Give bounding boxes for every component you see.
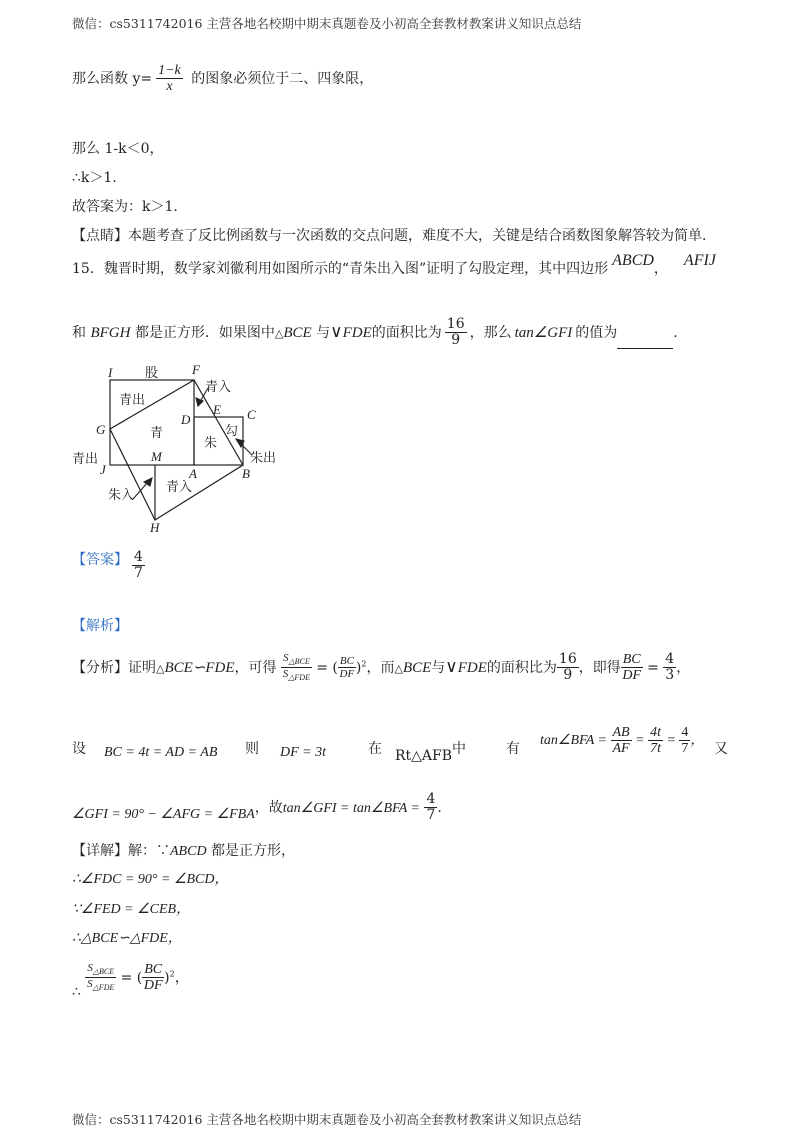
text: ，而 (366, 659, 395, 676)
denominator: 7 (681, 741, 689, 757)
text: 与 (431, 659, 446, 676)
numerator: 4 (665, 651, 675, 667)
square-bfgh: BFGH (90, 324, 131, 341)
answer-label: 【答案】 (72, 551, 128, 568)
text: 和 (72, 324, 86, 341)
square-afij: AFIJ (683, 252, 716, 269)
set-you2: 又 (714, 741, 728, 757)
tan-bfa: tan∠BFA = (540, 733, 607, 749)
analysis-line (72, 652, 690, 684)
numerator: 4t (650, 725, 661, 740)
value-fraction (679, 725, 690, 757)
set-zai: 在 (368, 741, 382, 757)
label-qingchu-top: 青出 (119, 393, 146, 408)
point-g: G (96, 422, 106, 437)
point-m: M (151, 449, 162, 464)
function-line (72, 63, 373, 95)
area-ratio (85, 962, 116, 993)
set-you: 有 (506, 741, 520, 757)
set-eq1: BC = 4t = AD = AB (104, 745, 218, 760)
sub: △BCE (92, 967, 115, 977)
jiexi-label: 【解析】 (72, 618, 128, 634)
equals: = ( (311, 659, 338, 676)
text: 的值为 (575, 324, 618, 341)
equals: = (642, 659, 664, 676)
question-15-line1 (72, 252, 716, 278)
point-a: A (189, 466, 197, 481)
square-abcd: ABCD (170, 844, 207, 859)
label-zhu: 朱 (204, 436, 218, 451)
detail-line-1 (72, 840, 295, 860)
text: 【详解】解：∵ (72, 843, 170, 859)
side-ratio (142, 962, 164, 994)
set-eq2: DF = 3t (280, 745, 326, 760)
triangle-symbol: △ (394, 661, 403, 675)
triangle-bce: BCE (402, 659, 432, 676)
answer-line (72, 550, 145, 582)
denominator: 7t (650, 741, 661, 757)
denominator: DF (339, 668, 355, 681)
text: . (673, 324, 678, 341)
similarity: BCE∽FDE (164, 659, 235, 676)
set-rt (395, 741, 467, 765)
side-ratio (338, 655, 356, 680)
label-qing: 青 (150, 426, 164, 441)
denominator: DF (143, 978, 163, 994)
label-gu: 股 (145, 366, 159, 381)
therefore: ∴ (72, 983, 81, 1000)
denominator: 9 (451, 332, 461, 349)
question-text: 15．魏晋时期，数学家刘徽利用如图所示的“青朱出入图”证明了勾股定理，其中四边形 (72, 261, 609, 277)
text: 与 (311, 324, 331, 341)
text: . (437, 799, 442, 816)
denominator: 7 (134, 565, 143, 582)
point-h: H (150, 520, 160, 535)
numerator: BC (622, 652, 641, 667)
s: S (87, 962, 93, 975)
triangle-bce: BCE (283, 324, 312, 341)
denominator: 3 (665, 667, 675, 684)
point-b: B (242, 466, 250, 481)
tan-eq: tan∠GFI = tan∠BFA = (282, 800, 420, 816)
answer-blank (617, 336, 673, 349)
line-conclusion: ∴k＞1. (72, 170, 117, 186)
tan-gfi: tan∠GFI (514, 324, 573, 341)
t-fraction (648, 725, 663, 757)
s: S (282, 652, 289, 665)
numerator: AB (612, 725, 630, 740)
text: 【分析】证明 (72, 659, 156, 676)
line-answer: 故答案为：k＞1. (72, 199, 178, 215)
ratio-fraction (557, 652, 579, 684)
answer-fraction (132, 550, 145, 582)
numerator: 4 (426, 791, 436, 807)
label-qingchu-left: 青出 (72, 452, 99, 467)
question-15-line2 (72, 317, 678, 349)
angle-eq: ∠GFI = 90° − ∠AFG = ∠FBA (72, 806, 255, 822)
text: ，即得 (578, 659, 621, 676)
line-dianjing: 【点睛】本题考查了反比例函数与一次函数的交点问题，难度不大，关键是结合函数图象解答较为简单. (72, 228, 707, 244)
line-condition: 那么 1-k＜0， (72, 141, 164, 157)
triangle-symbol: △ (156, 661, 165, 675)
denominator (85, 978, 116, 993)
label-gou: 勾 (225, 424, 239, 439)
numerator (85, 962, 116, 978)
label-zhuru: 朱入 (108, 488, 135, 503)
label-qingru-top: 青入 (205, 380, 232, 395)
numerator (281, 652, 312, 668)
numerator: 4 (681, 725, 689, 740)
point-e: E (213, 402, 221, 417)
area-ratio (281, 652, 312, 683)
triangle-fde: FDE (342, 324, 372, 341)
bc-df-fraction (621, 652, 643, 684)
numerator: 16 (446, 316, 465, 332)
close-paren: )$^2$ (164, 969, 175, 986)
s: S (87, 978, 93, 991)
text: ，可得 (234, 659, 277, 676)
sub: △FDE (92, 983, 115, 993)
numerator: 16 (558, 651, 577, 667)
comma: ， (653, 261, 668, 277)
point-i: I (108, 365, 113, 380)
label-zhuchu: 朱出 (250, 451, 277, 466)
numerator: BC (144, 962, 163, 977)
rt-triangle: Rt△AFB (395, 748, 453, 764)
denominator (281, 668, 312, 683)
point-c: C (247, 407, 256, 422)
set-line-she: 设 (72, 741, 86, 757)
set-ze: 则 (245, 741, 259, 757)
set-tan-bfa: tan∠BFA = $\frac{AB}{AF}$ = $\frac{4t}{7t}$ = $\frac{4}{7}$ ， (540, 725, 705, 757)
s: S (282, 668, 289, 681)
text: 的面积比为 (486, 659, 557, 676)
footer-watermark: 微信：cs5311742016 主营各地名校期中期末真题卷及小初高全套教材教案讲义知识点总结 (72, 1112, 582, 1127)
qingzhu-diagram (60, 360, 290, 535)
sub: △BCE (288, 657, 310, 667)
numerator: 4 (134, 549, 143, 565)
text: ，故 (254, 799, 283, 816)
detail-line-4: ∴△BCE∽△FDE， (72, 931, 182, 946)
denominator: x (166, 79, 173, 95)
text: 都是正方形， (206, 843, 296, 859)
denominator: 9 (563, 667, 573, 684)
close-paren: )$^2$ (355, 659, 367, 676)
value-fraction (663, 652, 676, 684)
denominator: 7 (426, 807, 436, 824)
point-d: D (181, 412, 191, 427)
denominator: AF (612, 741, 630, 757)
text: 的面积比为 (371, 324, 442, 341)
ratio-fraction (445, 317, 467, 349)
text: 中 (452, 741, 467, 757)
triangle-symbol: ∨ (445, 656, 458, 677)
label-qingru-bottom: 青入 (166, 480, 193, 495)
detail-line-3: ∵∠FED = ∠CEB， (72, 902, 191, 917)
triangle-symbol: △ (274, 326, 284, 340)
text: ， (676, 659, 691, 676)
numerator: BC (339, 655, 354, 668)
fraction (156, 63, 183, 95)
text: 的图象必须位于二、四象限， (186, 70, 374, 87)
point-f: F (192, 362, 200, 377)
numerator: 1−k (158, 63, 181, 78)
text: ，那么 (469, 324, 512, 341)
gfi-line (72, 792, 442, 824)
text: 都是正方形．如果图中 (130, 324, 275, 341)
triangle-fde: FDE (457, 659, 487, 676)
header-watermark: 微信：cs5311742016 主营各地名校期中期末真题卷及小初高全套教材教案讲义知识点总结 (72, 16, 582, 31)
text: ， (174, 969, 189, 986)
value-fraction (424, 792, 437, 824)
detail-line-5 (72, 962, 189, 1000)
sub: △FDE (288, 673, 310, 683)
detail-line-2: ∴∠FDC = 90° = ∠BCD， (72, 872, 229, 887)
square-abcd: ABCD (612, 252, 654, 269)
triangle-symbol: ∨ (330, 321, 343, 342)
ab-af (611, 725, 632, 757)
text: 那么函数 y= (72, 70, 153, 87)
denominator: DF (622, 668, 642, 684)
equals: = ( (116, 969, 143, 986)
point-j: J (100, 462, 106, 477)
